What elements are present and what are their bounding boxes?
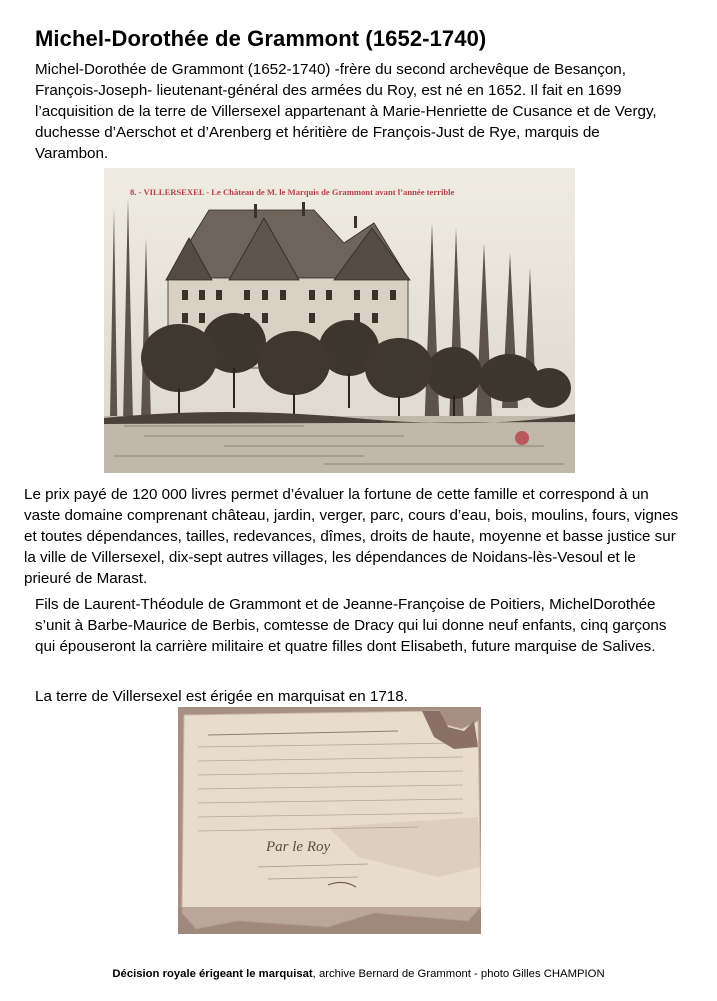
- marquisat-paragraph: La terre de Villersexel est érigée en marquisat en 1718.: [35, 688, 408, 705]
- caption-credit: , archive Bernard de Grammont - photo Gilles CHAMPION: [312, 968, 605, 980]
- chateau-engraving: [104, 168, 575, 473]
- parchment-photo: [178, 707, 481, 934]
- page-title: Michel-Dorothée de Grammont (1652-1740): [35, 26, 487, 51]
- figure-caption: [0, 968, 717, 980]
- postcard-caption: 8. - VILLERSEXEL - Le Château de M. le Marquis de Grammont avant l’année terrible: [130, 187, 455, 197]
- royal-decision-document-image: [178, 707, 481, 934]
- price-paragraph: Le prix payé de 120 000 livres permet d’évaluer la fortune de cette famille et correspond à un vaste domaine comprenant château, jardin, verger, parc, cours d’eau, bois, moulins, fours, vignes et toutes dépendances, tailles, redevances, dîmes, droits de haute, moyenne et basse justice sur la ville de Villersexel, dix-sept autres villages, les dépendances de Noidans-lès-Vesoul et le prieuré de Marast.: [24, 486, 679, 587]
- document-handwriting: Par le Roy: [266, 839, 331, 855]
- intro-paragraph: Michel-Dorothée de Grammont (1652-1740) -frère du second archevêque de Besançon, François-Joseph- lieutenant-général des armées du Roy, est né en 1652. Il fait en 1699 l’acquisition de la terre de Villersexel appartenant à Marie-Henriette de Cusance et de Vergy, duchesse d’Aerschot et d’Arenberg et héritière de François-Just de Rye, marquis de Varambon.: [35, 61, 657, 162]
- chateau-postcard-image: [104, 168, 575, 473]
- family-paragraph: Fils de Laurent-Théodule de Grammont et de Jeanne-Françoise de Poitiers, MichelDorothée s’unit à Barbe-Maurice de Berbis, comtesse de Dracy qui lui donne neuf enfants, cinq garçons qui épouseront la carrière militaire et quatre filles dont Elisabeth, future marquise de Salives.: [35, 596, 667, 655]
- caption-bold: Décision royale érigeant le marquisat: [112, 968, 313, 980]
- stamp-icon: [515, 431, 529, 445]
